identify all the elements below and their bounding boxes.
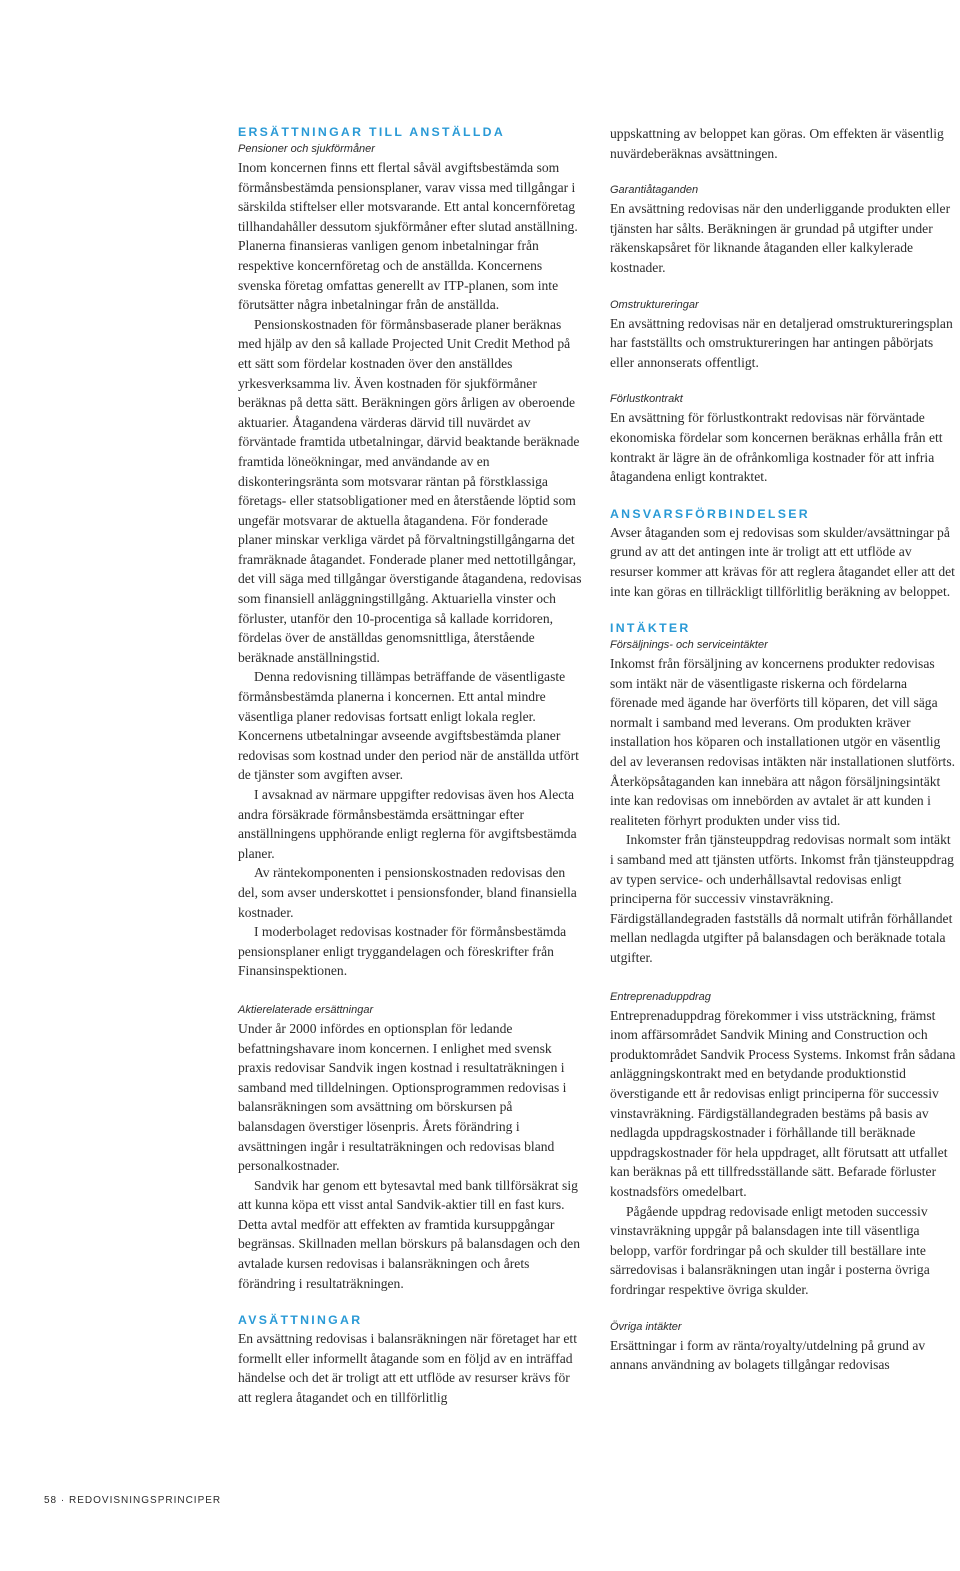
paragraph: En avsättning för förlustkontrakt redovisas när förväntade ekonomiska fördelar som koncernen beräknas erhålla från ett kontrakt är lägre än de ofrånkomliga kostnader för att infria åtagandena enligt kontraktet. <box>610 410 943 485</box>
paragraph: En avsättning redovisas i balansräkningen när företaget har ett formellt eller informellt åtagande som en följd av en inträffad händelse och det är troligt att ett utflöde av resurser krävs för att reglera åtagandet och en tillförlitlig <box>238 1331 577 1406</box>
paragraph: Inom koncernen finns ett flertal såväl avgiftsbestämda som förmånsbestämda pensionsplaner, varav vissa med tillgångar i särskilda stiftelser eller motsvarande. Ett antal koncernföretag tillhandahåller dessutom sjukförmåner efter slutad anställning. Planerna finansieras vanligen genom inbetalningar från respektive koncernföretag och de anställda. Koncernens svenska företag omfattas generellt av ITP-planen, som inte förutsätter några inbetalningar från de anställda. <box>238 160 578 313</box>
right-column <box>610 124 957 1375</box>
paragraph: Sandvik har genom ett bytesavtal med bank tillförsäkrat sig att kunna köpa ett visst antal Sandvik-aktier till en fast kurs. Detta avtal medför att effekten av framtida kursuppgångar begränsas. Skillnaden mellan börskurs på balansdagen och den avtalade kursen redovisas i balansräkningen och årets förändring i resultaträkningen. <box>238 1177 581 1291</box>
paragraph: Denna redovisning tillämpas beträffande de väsentligaste förmånsbestämda planerna i koncernen. Ett antal mindre väsentliga planer redovisas fortsatt enligt lokala regler. Koncernens utbetalningar avseende avgiftsbestämda planer redovisas som kostnad under den period när de anställda utfört de tjänster som avgiften avser. <box>238 669 579 783</box>
heading-ansvarsforbindelser: ANSVARSFÖRBINDELSER <box>610 506 810 521</box>
paragraph: Inkomst från försäljning av koncernens produkter redovisas som intäkt när de väsentligaste riskerna och fördelarna förenade med ägande har överförts till köparen, det vill säga normalt i samband med leverans. Om produkten kräver installation hos köparen och installationen utgör en väsentlig del av leveransen redovisas intäkten när installationen slutförts. Återköpsåtaganden kan innebära att någon försäljningsintäkt inte kan redovisas om innebörden av avtalet är att kunden i realiteten förhyrt produkten under viss tid. <box>610 656 956 828</box>
paragraph: Pågående uppdrag redovisade enligt metoden successiv vinstavräkning uppgår på balansdagen inte till väsentliga belopp, varför fordringar på och skulder till beställare inte särredovisas i balansräkningen utan ingår i posterna övriga fordringar respektive övriga skulder. <box>610 1203 930 1297</box>
subheading-aktierelaterade: Aktierelaterade ersättningar <box>238 1003 374 1016</box>
paragraph: Inkomster från tjänsteuppdrag redovisas normalt som intäkt i samband med att tjänsten utförts. Inkomst från tjänsteuppdrag av typen service- och underhållsavtal redovisas enligt principerna för successiv vinstavräkning. Färdigställandegraden fastställs då normalt utifrån förhållandet mellan nedlagda utgifter på balansdagen och beräknade totala utgifter. <box>610 832 954 965</box>
heading-ersattningar: ERSÄTTNINGAR TILL ANSTÄLLDA <box>238 125 506 139</box>
paragraph: Pensionskostnaden för förmånsbaserade planer beräknas med hjälp av den så kallade Projected Unit Credit Method på ett sätt som fördelar kostnaden över den anställdes yrkesverksamma liv. Även kostnaden för sjukförmåner beräknas på detta sätt. Beräkningen görs årligen av oberoende aktuarier. Åtagandena värderas därvid till nuvärdet av förväntade framtida utbetalningar, därvid beaktande beräknade framtida löneökningar, med användande av en diskonteringsränta som motsvarar räntan på förstklassiga företags- eller statsobligationer med en återstående löptid som ungefär motsvarar de aktuella åtagandena. För fonderade planer minskar verkliga värdet på förvaltningstillgångarna det framräknade åtagandet. Fonderade planer med nettotillgångar, det vill säga med tillgångar överstigande åtagandena, redovisas som finansiell anläggningstillgång. Aktuariella vinster och förluster, utanför den 10-procentiga så kallade korridoren, fördelas över de anställdas genomsnittliga, återstående beräknade anställningstid. <box>238 316 582 665</box>
heading-avsattningar: AVSÄTTNINGAR <box>238 1313 363 1328</box>
paragraph: Under år 2000 infördes en optionsplan för ledande befattningshavare inom koncernen. I enlighet med svensk praxis redovisar Sandvik ingen kostnad i resultaträkningen i samband med tilldelningen. Optionsprogrammen redovisas i balansräkningen som avsättning om börskursen på balansdagen överstiger lösenpris. Årets förändring i avsättningen ingår i resultaträkningen och redovisas bland personalkostnader. <box>238 1020 567 1174</box>
subheading-forlustkontrakt: Förlustkontrakt <box>610 393 683 406</box>
subheading-forsaljning: Försäljnings- och serviceintäkter <box>610 639 768 652</box>
paragraph: Avser åtaganden som ej redovisas som skulder/avsättningar på grund av att det antingen inte är troligt att ett utflöde av resurser kommer att krävas för att reglera åtagandet eller att det inte kan göras en tillräckligt tillförlitlig beräkning av beloppet. <box>610 524 955 599</box>
paragraph: Ersättningar i form av ränta/royalty/utdelning på grund av annans användning av bolagets tillgångar redovisas <box>610 1337 926 1373</box>
subheading-entreprenad: Entreprenaduppdrag <box>610 990 711 1003</box>
subheading-ovriga-intakter: Övriga intäkter <box>610 1320 682 1333</box>
paragraph: En avsättning redovisas när den underliggande produkten eller tjänsten har sålts. Beräkningen är grundad på utgifter under räkenskapsåret för liknande åtaganden eller kalkylerade kostnader. <box>610 201 951 275</box>
subheading-omstrukturering: Omstruktureringar <box>610 298 699 311</box>
paragraph: I avsaknad av närmare uppgifter redovisas även hos Alecta andra försäkrade förmånsbestämda ersättningar efter anställningens upphörande enligt reglerna för avgiftsbestämda planer. <box>238 787 577 861</box>
paragraph: Entreprenaduppdrag förekommer i viss utsträckning, främst inom affärsområdet Sandvik Mining and Construction och produktområdet Sandvik Process Systems. Inkomst från sådana anläggningskontrakt med en betydande produktionstid överstigande ett år redovisas enligt principerna för successiv vinstavräkning. Färdigställandegraden bestäms på basis av nedlagda uppdragskostnader i förhållande till beräknade uppdragskostnader för hela uppdraget, allt förutsatt att utfallet kan beräknas på ett tillfredsställande sätt. Befarade förluster kostnadsförs omedelbart. <box>610 1007 956 1199</box>
subheading-pensioner: Pensioner och sjukförmåner <box>238 143 375 155</box>
left-column <box>238 124 583 1408</box>
paragraph: uppskattning av beloppet kan göras. Om effekten är väsentlig nuvärdeberäknas avsättningen. <box>610 126 944 161</box>
subheading-garanti: Garantiåtaganden <box>610 184 699 197</box>
paragraph: I moderbolaget redovisas kostnader för förmånsbestämda pensionsplaner enligt tryggandelagen och föreskrifter från Finansinspektionen. <box>238 924 567 979</box>
heading-intakter: INTÄKTER <box>610 621 691 636</box>
paragraph: Av räntekomponenten i pensionskostnaden redovisas den del, som avser underskottet i pensionsfonder, bland finansiella kostnader. <box>238 865 577 920</box>
page-footer: 58 · REDOVISNINGSPRINCIPER <box>44 1495 222 1506</box>
paragraph: En avsättning redovisas när en detaljerad omstruktureringsplan har fastställts och omstruktureringen har antingen påbörjats eller annonserats offentligt. <box>610 315 953 370</box>
